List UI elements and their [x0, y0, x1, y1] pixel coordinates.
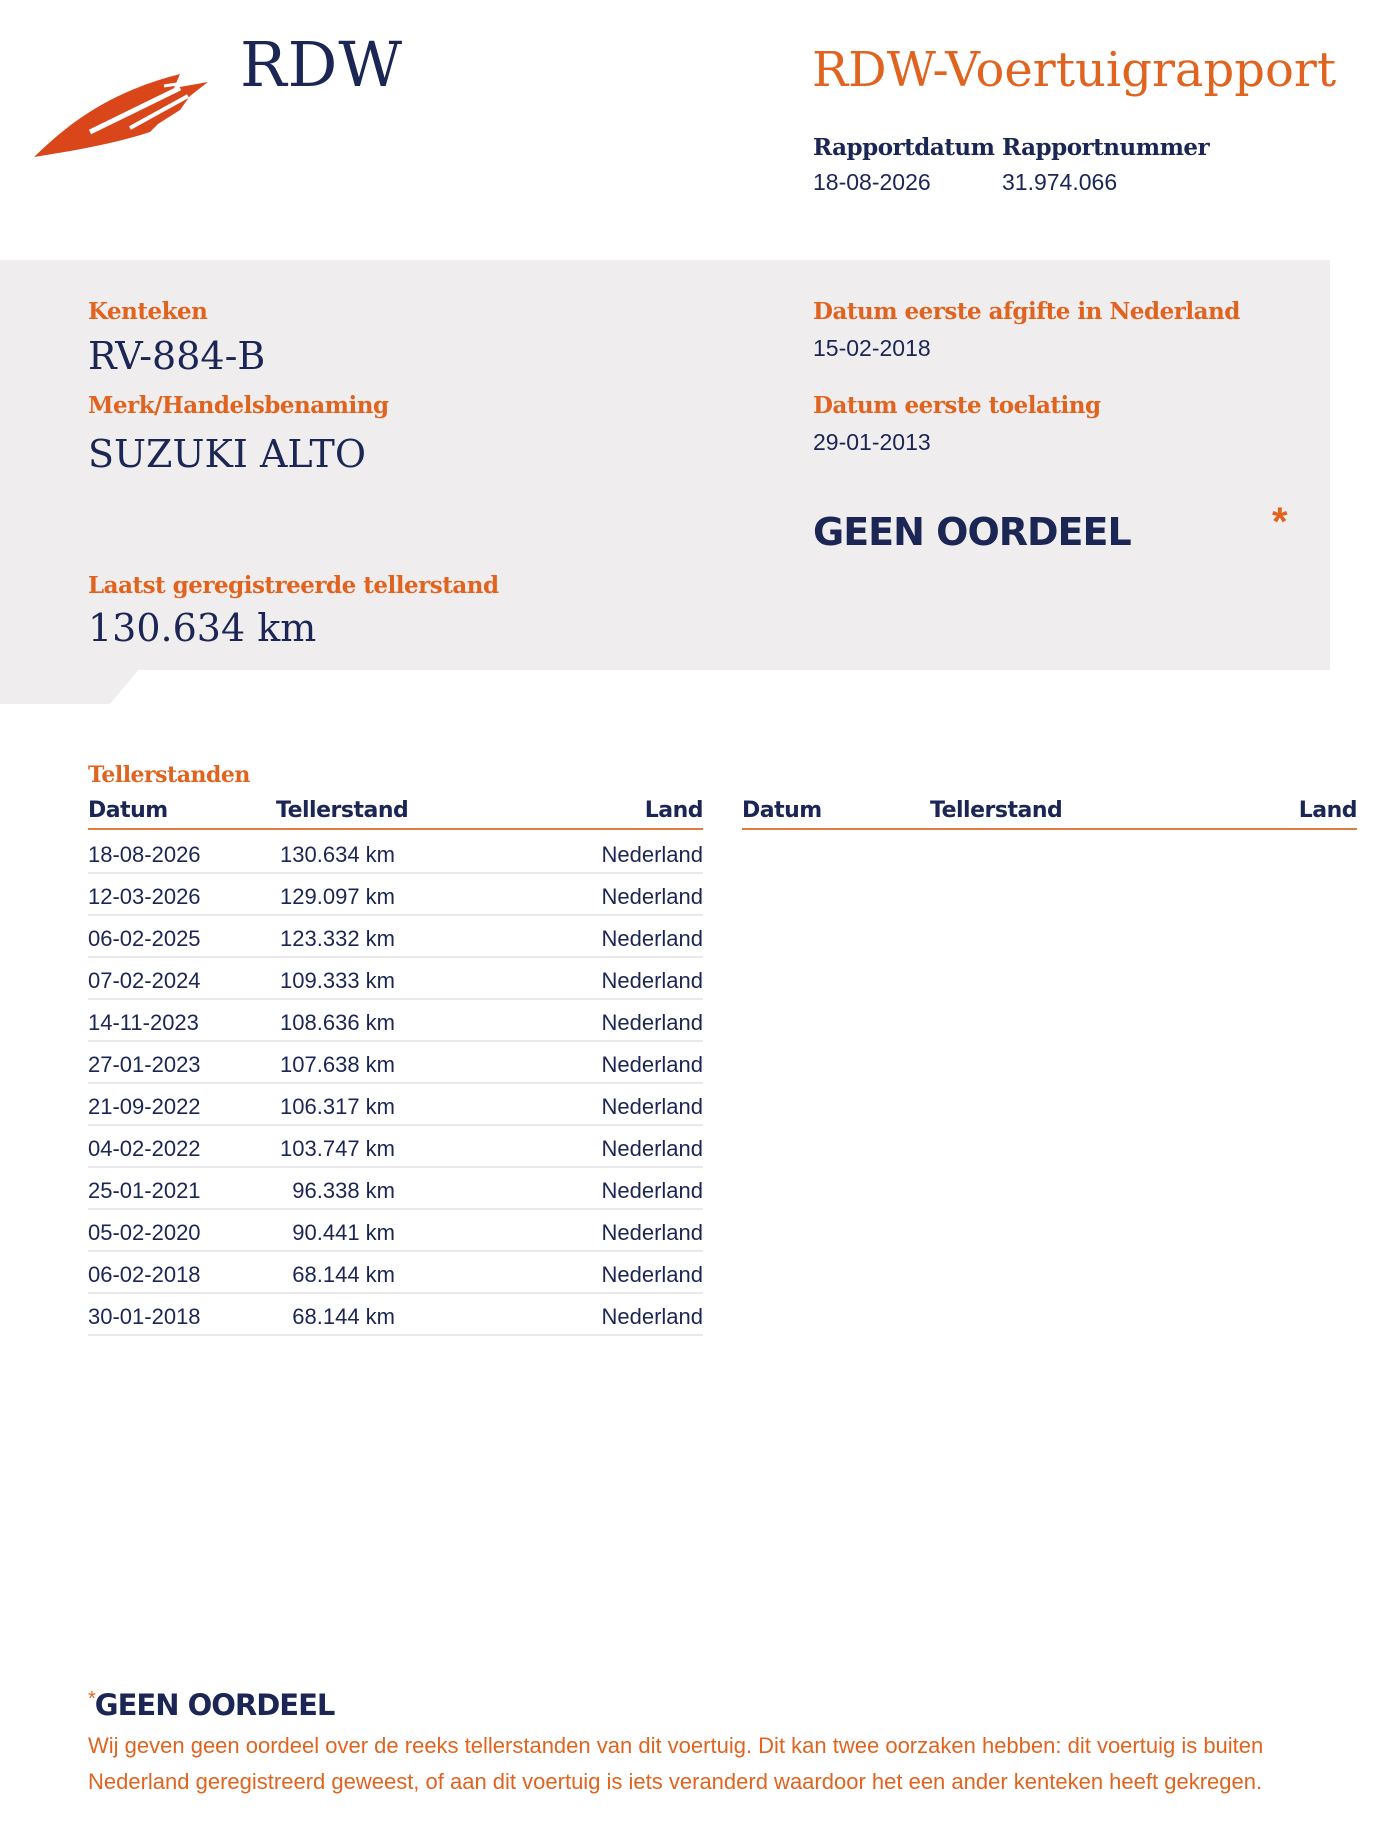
- plate-value: RV-884-B: [88, 334, 266, 378]
- row-reading: 130.634 km: [280, 842, 395, 867]
- rdw-feather-logo-icon: [30, 62, 220, 162]
- row-date: 05-02-2020: [88, 1220, 201, 1245]
- row-date: 12-03-2026: [88, 884, 201, 909]
- report-date: 18-08-2026: [813, 169, 931, 195]
- first-admission-label: Datum eerste toelating: [813, 392, 1101, 419]
- row-country: Nederland: [601, 1094, 703, 1119]
- row-date: 07-02-2024: [88, 968, 201, 993]
- column-country: Land: [1298, 798, 1357, 823]
- row-reading: 68.144 km: [292, 1304, 395, 1329]
- row-country: Nederland: [601, 884, 703, 909]
- panel-tail-shape: [0, 668, 140, 704]
- verdict-asterisk: *: [1272, 500, 1288, 544]
- table-row: [88, 832, 703, 874]
- column-reading: Tellerstand: [930, 798, 1063, 823]
- table-row: [88, 874, 703, 916]
- make-label: Merk/Handelsbenaming: [88, 392, 389, 419]
- row-reading: 108.636 km: [280, 1010, 395, 1035]
- row-reading: 107.638 km: [280, 1052, 395, 1077]
- row-country: Nederland: [601, 1178, 703, 1203]
- row-reading: 129.097 km: [280, 884, 395, 909]
- table-row: [88, 1000, 703, 1042]
- row-date: 04-02-2022: [88, 1136, 201, 1161]
- report-date-label: Rapportdatum: [813, 134, 995, 161]
- readings-table-body: [88, 832, 703, 1336]
- table-row: [88, 1168, 703, 1210]
- row-country: Nederland: [601, 1304, 703, 1329]
- verdict: GEEN OORDEEL: [813, 510, 1131, 554]
- row-reading: 90.441 km: [292, 1220, 395, 1245]
- column-reading: Tellerstand: [276, 798, 409, 823]
- column-date: Datum: [742, 798, 822, 823]
- row-reading: 109.333 km: [280, 968, 395, 993]
- report-title: RDW-Voertuigrapport: [812, 42, 1337, 98]
- row-reading: 68.144 km: [292, 1262, 395, 1287]
- row-date: 25-01-2021: [88, 1178, 201, 1203]
- report-number-label: Rapportnummer: [1002, 134, 1210, 161]
- readings-table-header-left: [88, 798, 703, 830]
- odometer-value: 130.634 km: [88, 606, 317, 650]
- row-country: Nederland: [601, 926, 703, 951]
- column-country: Land: [644, 798, 703, 823]
- table-row: [88, 1126, 703, 1168]
- row-country: Nederland: [601, 1220, 703, 1245]
- table-row: [88, 1042, 703, 1084]
- table-row: [88, 1252, 703, 1294]
- first-admission-value: 29-01-2013: [813, 429, 931, 455]
- row-country: Nederland: [601, 842, 703, 867]
- table-row: [88, 958, 703, 1000]
- row-country: Nederland: [601, 1052, 703, 1077]
- row-date: 18-08-2026: [88, 842, 201, 867]
- footnote-title-text: GEEN OORDEEL: [94, 1688, 335, 1722]
- row-date: 21-09-2022: [88, 1094, 201, 1119]
- row-date: 30-01-2018: [88, 1304, 201, 1329]
- readings-table-header-right: [742, 798, 1357, 830]
- footnote-asterisk: *: [88, 1688, 95, 1710]
- row-date: 06-02-2018: [88, 1262, 201, 1287]
- table-row: [88, 1084, 703, 1126]
- row-reading: 106.317 km: [280, 1094, 395, 1119]
- first-nl-label: Datum eerste afgifte in Nederland: [813, 298, 1240, 325]
- plate-label: Kenteken: [88, 298, 208, 325]
- column-date: Datum: [88, 798, 168, 823]
- row-reading: 123.332 km: [280, 926, 395, 951]
- row-reading: 96.338 km: [292, 1178, 395, 1203]
- row-country: Nederland: [601, 1136, 703, 1161]
- footnote-text: Wij geven geen oordeel over de reeks tellerstanden van dit voertuig. Dit kan twee oorzaken hebben: dit voertuig is buiten Nederland geregistreerd geweest, of aan dit voertuig is iets veranderd waardoor het een ander kenteken heeft gekregen.: [88, 1733, 1264, 1794]
- table-row: [88, 1294, 703, 1336]
- row-country: Nederland: [601, 1262, 703, 1287]
- row-date: 14-11-2023: [88, 1010, 199, 1035]
- table-row: [88, 916, 703, 958]
- row-date: 06-02-2025: [88, 926, 201, 951]
- readings-title: Tellerstanden: [88, 762, 250, 788]
- brand-name: RDW: [240, 28, 404, 101]
- row-country: Nederland: [601, 968, 703, 993]
- table-row: [88, 1210, 703, 1252]
- row-country: Nederland: [601, 1010, 703, 1035]
- odometer-label: Laatst geregistreerde tellerstand: [88, 572, 499, 599]
- make-value: SUZUKI ALTO: [88, 432, 367, 476]
- report-number: 31.974.066: [1002, 169, 1118, 195]
- row-date: 27-01-2023: [88, 1052, 201, 1077]
- first-nl-value: 15-02-2018: [813, 335, 931, 361]
- row-reading: 103.747 km: [280, 1136, 395, 1161]
- footnote-title: [88, 1688, 334, 1723]
